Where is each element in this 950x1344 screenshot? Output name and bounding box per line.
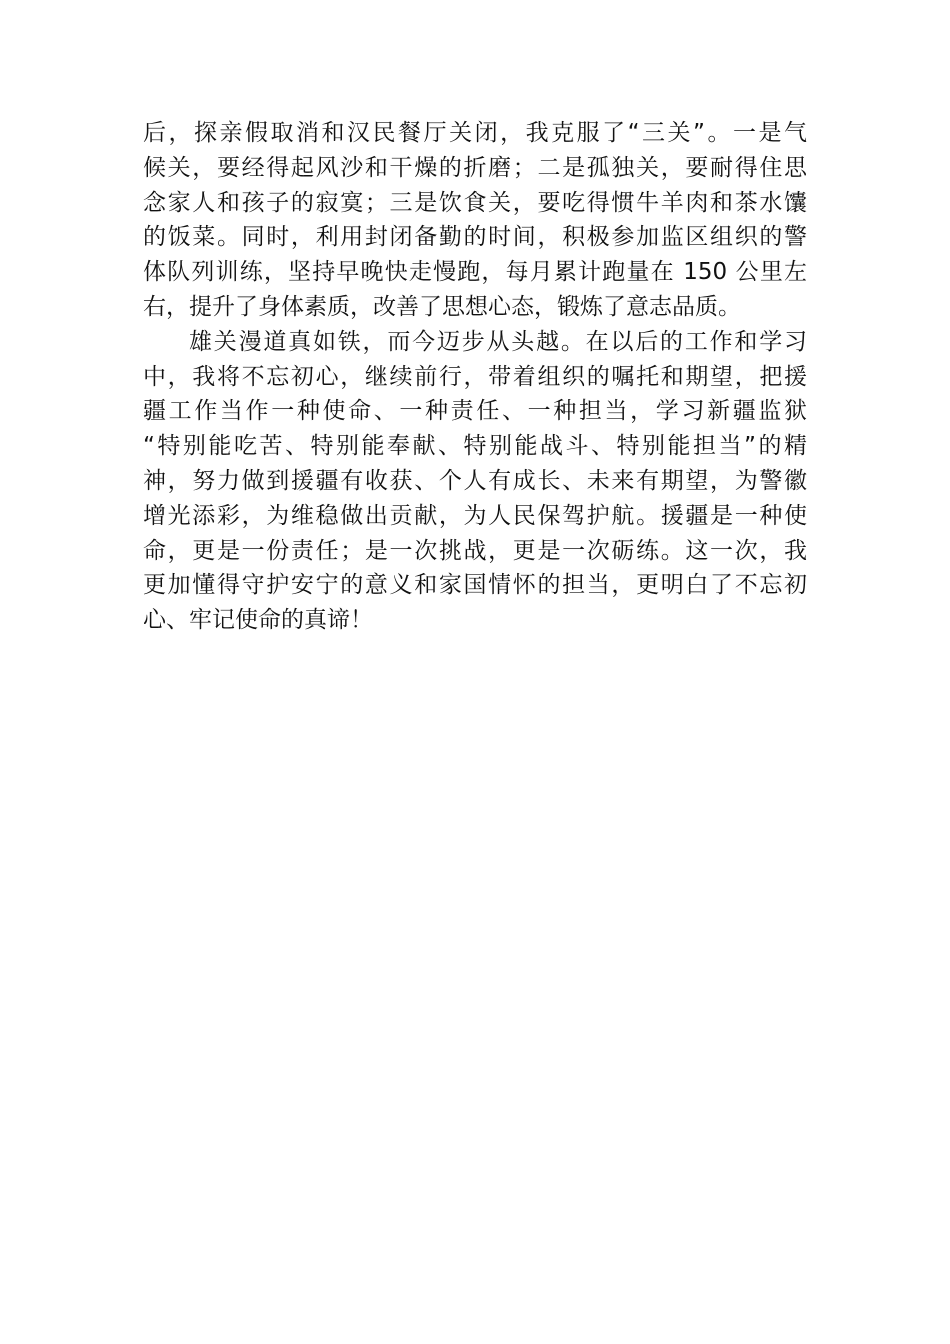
paragraph-line: 雄关漫道真如铁，而今迈步从头越。在以后的工作和学习	[189, 328, 807, 355]
paragraph-line: 神，努力做到援疆有收获、个人有成长、未来有期望，为警徽	[143, 467, 807, 494]
paragraph-line: 疆工作当作一种使命、一种责任、一种担当，学习新疆监狱	[143, 398, 807, 425]
document-body	[143, 116, 807, 638]
paragraph-line: 命，更是一份责任；是一次挑战，更是一次砺练。这一次，我	[143, 537, 807, 564]
paragraph-line: 体队列训练，坚持早晚快走慢跑，每月累计跑量在 150 公里左	[143, 259, 807, 286]
paragraph-line: 增光添彩，为维稳做出贡献，为人民保驾护航。援疆是一种使	[143, 502, 807, 529]
paragraph-line: 心、牢记使命的真谛！	[143, 607, 373, 634]
paragraph-line: 右，提升了身体素质，改善了思想心态，锻炼了意志品质。	[143, 293, 741, 320]
paragraph-line: 候关，要经得起风沙和干燥的折磨；二是孤独关，要耐得住思	[143, 154, 807, 181]
paragraph-line: 更加懂得守护安宁的意义和家国情怀的担当，更明白了不忘初	[143, 572, 807, 599]
paragraph-line: 后，探亲假取消和汉民餐厅关闭，我克服了“三关”。一是气	[143, 120, 807, 146]
paragraph-line: 中，我将不忘初心，继续前行，带着组织的嘱托和期望，把援	[143, 363, 807, 390]
paragraph-line: “特别能吃苦、特别能奉献、特别能战斗、特别能担当”的精	[143, 433, 807, 460]
paragraph-2	[143, 325, 807, 638]
paragraph-line: 的饭菜。同时，利用封闭备勤的时间，积极参加监区组织的警	[143, 224, 807, 251]
paragraph-1	[143, 116, 807, 325]
paragraph-line: 念家人和孩子的寂寞；三是饮食关，要吃得惯牛羊肉和茶水馕	[143, 189, 807, 216]
